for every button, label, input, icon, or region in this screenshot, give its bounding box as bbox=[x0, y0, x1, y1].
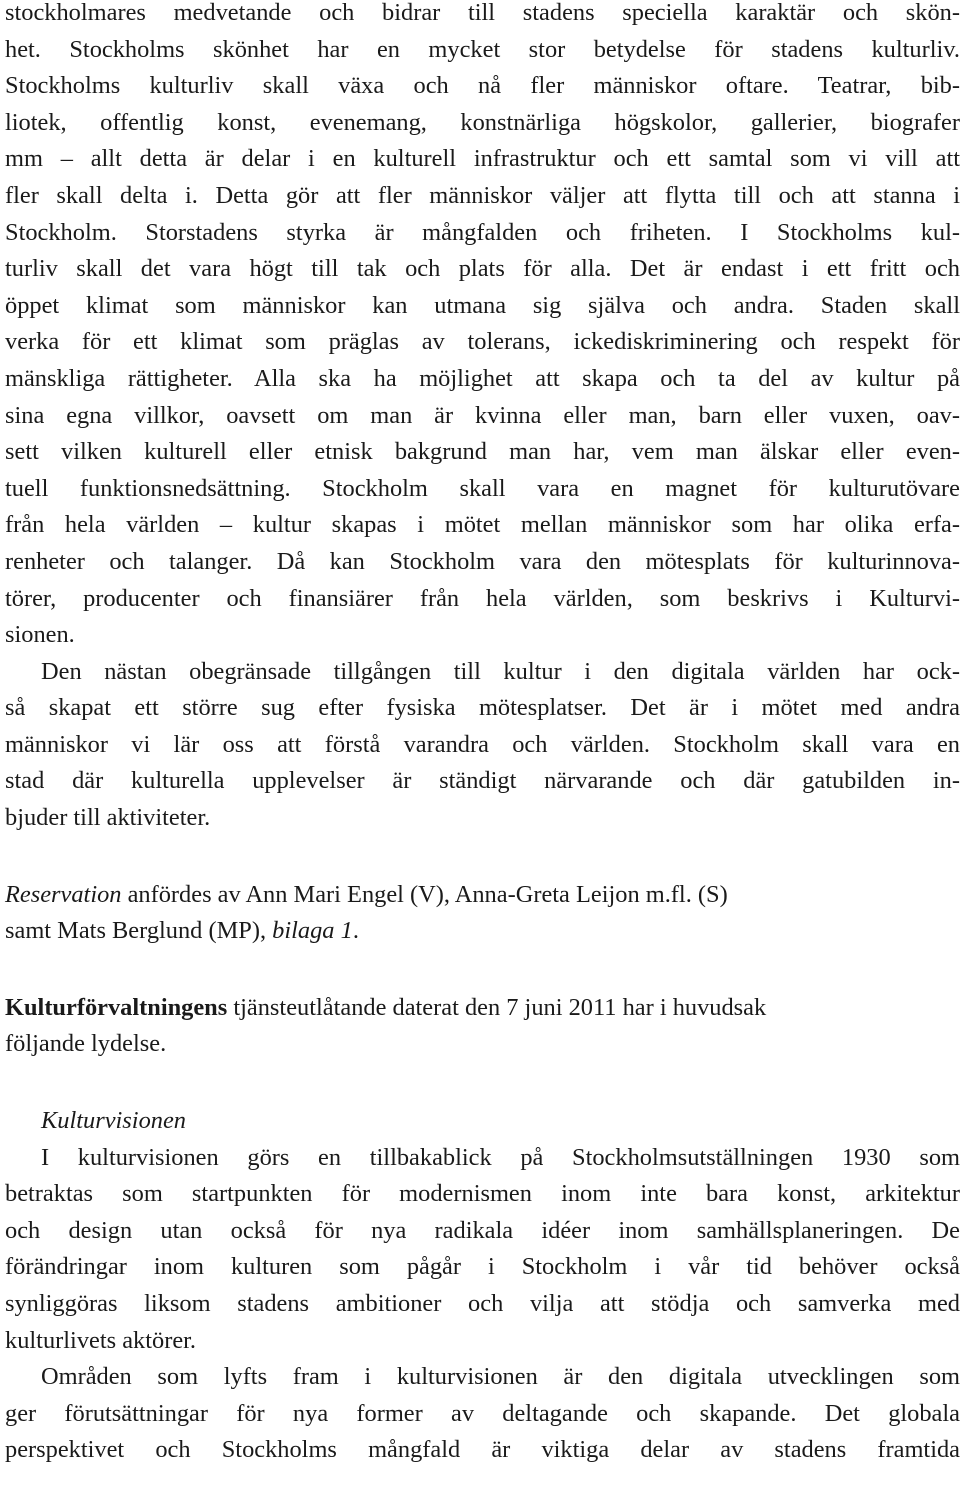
reservation-label: Reservation bbox=[5, 880, 122, 908]
text-line: renheter och talanger. Då kan Stockholm vara den mötesplats för kulturinnova- bbox=[5, 547, 960, 575]
text-line bbox=[5, 913, 960, 950]
reservation-text: anfördes av Ann Mari Engel (V), Anna-Greta Leijon m.fl. (S) bbox=[121, 880, 728, 908]
bilaga-reference: bilaga 1 bbox=[272, 917, 353, 945]
text-line: följande lydelse. bbox=[5, 1030, 167, 1058]
text-line bbox=[5, 877, 960, 914]
text-line: tuell funktionsnedsättning. Stockholm skall vara en magnet för kulturutövare bbox=[5, 474, 960, 502]
reservation-text: . bbox=[352, 917, 359, 945]
text-line: kulturlivets aktörer. bbox=[5, 1326, 197, 1354]
text-line: fler skall delta i. Detta gör att fler människor väljer att flytta till och att stanna i bbox=[5, 181, 960, 209]
text-line: så skapat ett större sug efter fysiska mötesplatser. Det är i mötet med andra bbox=[5, 694, 960, 722]
tjanste-text: tjänsteutlåtande daterat den 7 juni 2011 har i huvudsak bbox=[227, 993, 767, 1021]
tjansteutlatande-paragraph bbox=[5, 990, 960, 1063]
text-line: betraktas som startpunkten för modernismen inom inte bara konst, arkitektur bbox=[5, 1180, 960, 1208]
text-line: bjuder till aktiviteter. bbox=[5, 804, 211, 832]
text-line: turliv skall det vara högt till tak och plats för alla. Det är endast i ett fritt och bbox=[5, 255, 960, 283]
reservation-text: samt Mats Berglund (MP), bbox=[5, 917, 273, 945]
text-line: och design utan också för nya radikala idéer inom samhällsplaneringen. De bbox=[5, 1216, 960, 1244]
kulturforvaltningen-label: Kulturförvaltningens bbox=[5, 993, 228, 1021]
text-line: verka för ett klimat som präglas av tolerans, ickediskriminering och respekt för bbox=[5, 328, 960, 356]
text-line: stad där kulturella upplevelser är ständigt närvarande och där gatubilden in- bbox=[5, 767, 960, 795]
paragraph-digitala-varlden bbox=[5, 654, 960, 837]
text-line: Stockholm. Storstadens styrka är mångfalden och friheten. I Stockholms kul- bbox=[5, 218, 960, 246]
text-line: Stockholms kulturliv skall växa och nå fler människor oftare. Teatrar, bib- bbox=[5, 72, 960, 100]
text-line: sionen. bbox=[5, 621, 75, 649]
text-line: öppet klimat som människor kan utmana sig själva och andra. Staden skall bbox=[5, 291, 960, 319]
text-line: sina egna villkor, oavsett om man är kvinna eller man, barn eller vuxen, oav- bbox=[5, 401, 960, 429]
text-line: synliggöras liksom stadens ambitioner och vilja att stödja och samverka med bbox=[5, 1290, 960, 1317]
text-line: het. Stockholms skönhet har en mycket stor betydelse för stadens kulturliv. bbox=[5, 35, 960, 63]
text-line: från hela världen – kultur skapas i mötet mellan människor som har olika erfa- bbox=[5, 511, 960, 539]
text-line: mm – allt detta är delar i en kulturell infrastruktur och ett samtal som vi vill att bbox=[5, 145, 960, 173]
text-line: törer, producenter och finansiärer från hela världen, som beskrivs i Kulturvi- bbox=[5, 584, 960, 612]
section-heading: Kulturvisionen bbox=[41, 1107, 186, 1135]
text-line: Den nästan obegränsade tillgången till kultur i den digitala världen har ock- bbox=[41, 657, 960, 685]
text-line: sett vilken kulturell eller etnisk bakgrund man har, vem man älskar eller even- bbox=[5, 438, 960, 466]
text-line: människor vi lär oss att förstå varandra och världen. Stockholm skall vara en bbox=[5, 730, 960, 758]
text-line: förändringar inom kulturen som pågår i Stockholm i vår tid behöver också bbox=[5, 1253, 960, 1281]
text-line: liotek, offentlig konst, evenemang, konstnärliga högskolor, gallerier, biografer bbox=[5, 108, 960, 136]
text-line: I kulturvisionen görs en tillbakablick på Stockholmsutställningen 1930 som bbox=[41, 1143, 960, 1171]
text-line: stockholmares medvetande och bidrar till stadens speciella karaktär och skön- bbox=[5, 0, 960, 26]
text-line: Områden som lyfts fram i kulturvisionen är den digitala utvecklingen som bbox=[41, 1363, 960, 1391]
text-line: ger förutsättningar för nya former av deltagande och skapande. Det globala bbox=[5, 1399, 960, 1427]
document-page bbox=[5, 0, 960, 1469]
text-line: mänskliga rättigheter. Alla ska ha möjlighet att skapa och ta del av kultur på bbox=[5, 364, 960, 392]
reservation-paragraph bbox=[5, 877, 960, 950]
text-line bbox=[5, 990, 960, 1027]
text-line: perspektivet och Stockholms mångfald är viktiga delar av stadens framtida bbox=[5, 1436, 960, 1464]
kulturvisionen-section bbox=[5, 1103, 960, 1469]
paragraph-kulturliv bbox=[5, 0, 960, 654]
